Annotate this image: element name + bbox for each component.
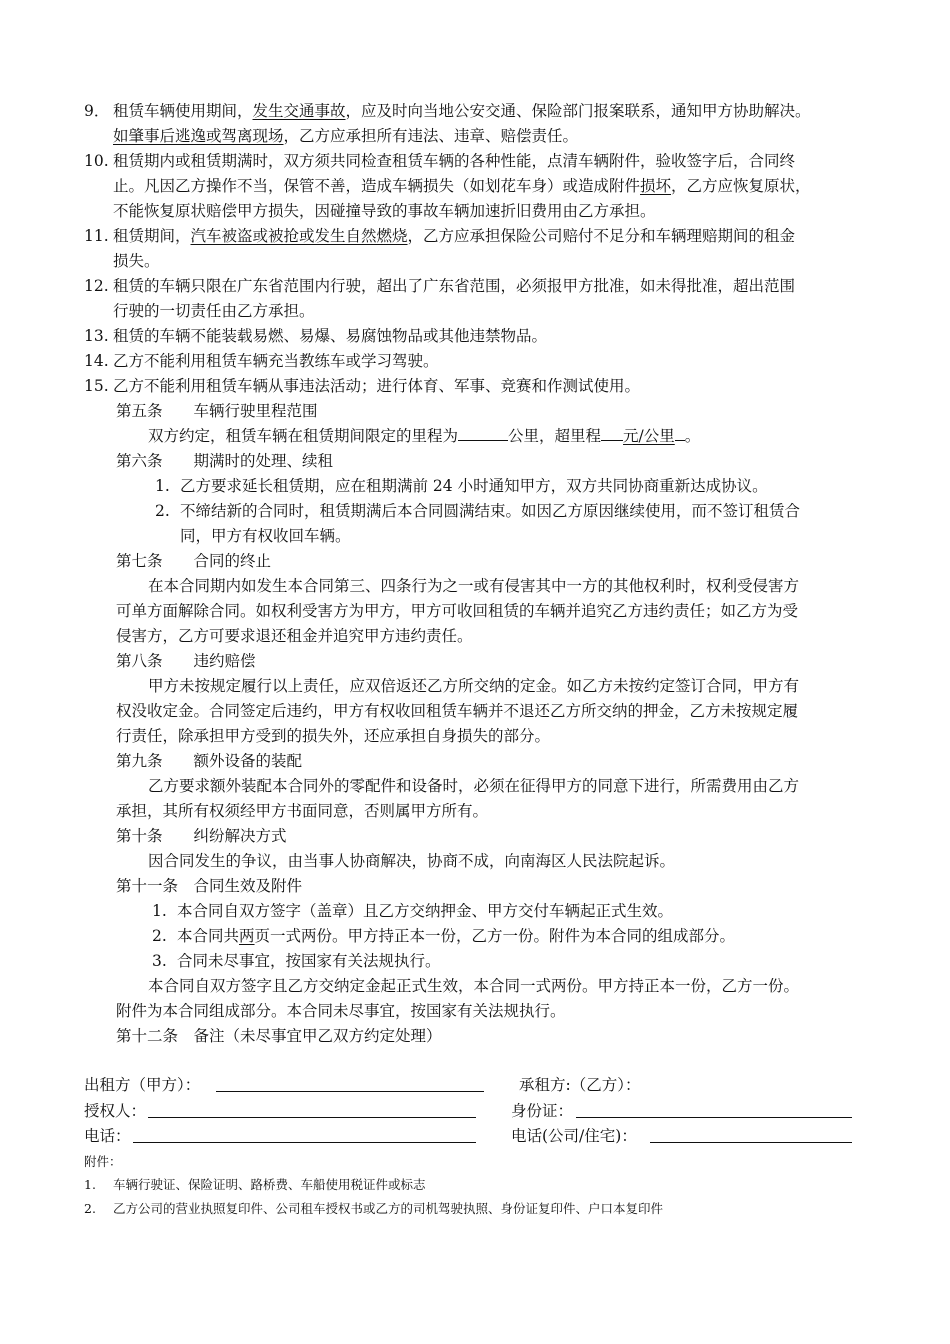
excess-rate-blank[interactable] xyxy=(601,426,623,441)
item-12-number: 12. xyxy=(84,277,109,295)
article-6-item-1: 乙方要求延长租赁期，应在租期满前 24 小时通知甲方，双方共同协商重新达成协议。 xyxy=(180,477,768,495)
item-9-line-1: 租赁车辆使用期间，发生交通事故，应及时向当地公安交通、保险部门报案联系，通知甲方协助解决。 xyxy=(113,102,811,120)
phone-office-home-label: 电话(公司/住宅)： xyxy=(511,1127,637,1145)
article-11-title: 第十一条 合同生效及附件 xyxy=(116,877,303,895)
attachment-2: 乙方公司的营业执照复印件、公司租车授权书或乙方的司机驾驶执照、身份证复印件、户口本复印件 xyxy=(113,1201,664,1216)
attachment-1: 车辆行驶证、保险证明、路桥费、车船使用税证件或标志 xyxy=(113,1177,426,1192)
article-12-title: 第十二条 备注（未尽事宜甲乙双方约定处理） xyxy=(116,1027,442,1045)
lessor-label: 出租方（甲方）： xyxy=(84,1076,201,1094)
article-11-item-3: 合同未尽事宜，按国家有关法规执行。 xyxy=(177,952,441,970)
article-6-item-2-line-1: 不缔结新的合同时，租赁期满后本合同圆满结束。如因乙方原因继续使用，而不签订租赁合 xyxy=(180,502,801,520)
article-11-line-1: 本合同自双方签字且乙方交纳定金起正式生效，本合同一式两份。甲方持正本一份，乙方一份。 xyxy=(148,977,800,995)
id-card-label: 身份证： xyxy=(511,1102,574,1120)
phone-office-home-line[interactable] xyxy=(650,1141,852,1143)
mileage-limit-blank[interactable] xyxy=(458,426,508,441)
article-8-line-3: 行责任，除承担甲方受到的损失外，还应承担自身损失的部分。 xyxy=(116,727,551,745)
item-12-line-1: 租赁的车辆只限在广东省范围内行驶，超出了广东省范围，必须报甲方批准，如未得批准，超出范围 xyxy=(113,277,796,295)
article-9-line-1: 乙方要求额外装配本合同外的零配件和设备时，必须在征得甲方的同意下进行，所需费用由乙方 xyxy=(148,777,800,795)
item-9-number: 9． xyxy=(84,102,110,120)
attachment-1-number: 1. xyxy=(84,1177,96,1192)
item-14-line-1: 乙方不能利用租赁车辆充当教练车或学习驾驶。 xyxy=(113,352,439,370)
item-11-number: 11. xyxy=(84,227,109,245)
article-8-line-2: 权没收定金。合同签定后违约，甲方有权收回租赁车辆并不退还乙方所交纳的押金，乙方未按规定履 xyxy=(116,702,799,720)
article-11-item-2-number: 2. xyxy=(152,927,167,945)
item-12-line-2: 行驶的一切责任由乙方承担。 xyxy=(113,302,315,320)
item-11-line-1: 租赁期间，汽车被盗或被抢或发生自然燃烧，乙方应承担保险公司赔付不足分和车辆理赔期间的租金 xyxy=(113,227,796,245)
lessee-label: 承租方:（乙方）： xyxy=(519,1076,641,1094)
article-9-title: 第九条 额外设备的装配 xyxy=(116,752,303,770)
item-13-line-1: 租赁的车辆不能装载易燃、易爆、易腐蚀物品或其他违禁物品。 xyxy=(113,327,548,345)
article-10-line-1: 因合同发生的争议，由当事人协商解决，协商不成，向南海区人民法院起诉。 xyxy=(148,852,676,870)
article-7-line-2: 可单方面解除合同。如权利受害方为甲方，甲方可收回租赁的车辆并追究乙方违约责任；如乙方为受 xyxy=(116,602,799,620)
article-6-item-1-number: 1. xyxy=(155,477,170,495)
article-11-item-3-number: 3. xyxy=(152,952,167,970)
article-11-item-1: 本合同自双方签字（盖章）且乙方交纳押金、甲方交付车辆起正式生效。 xyxy=(177,902,674,920)
item-10-number: 10. xyxy=(84,152,109,170)
article-11-item-1-number: 1. xyxy=(152,902,167,920)
authorized-person-label: 授权人： xyxy=(84,1102,147,1120)
item-15-number: 15. xyxy=(84,377,109,395)
attachments-title: 附件： xyxy=(84,1154,122,1169)
item-15-line-1: 乙方不能利用租赁车辆从事违法活动；进行体育、军事、竞赛和作测试使用。 xyxy=(113,377,641,395)
article-6-item-2-line-2: 同，甲方有权收回车辆。 xyxy=(180,527,351,545)
item-11-line-2: 损失。 xyxy=(113,252,160,270)
id-card-line[interactable] xyxy=(576,1116,852,1118)
article-5-title: 第五条 车辆行驶里程范围 xyxy=(116,402,318,420)
article-6-item-2-number: 2. xyxy=(155,502,170,520)
article-8-line-1: 甲方未按规定履行以上责任，应双倍返还乙方所交纳的定金。如乙方未按约定签订合同，甲方有 xyxy=(148,677,800,695)
article-10-title: 第十条 纠纷解决方式 xyxy=(116,827,287,845)
article-5-text: 双方约定，租赁车辆在租赁期间限定的里程为 公里，超里程 元/公里 。 xyxy=(148,427,701,445)
article-7-title: 第七条 合同的终止 xyxy=(116,552,272,570)
item-10-line-3: 不能恢复原状赔偿甲方损失，因碰撞导致的事故车辆加速折旧费用由乙方承担。 xyxy=(113,202,656,220)
attachment-2-number: 2. xyxy=(84,1201,96,1216)
article-6-title: 第六条 期满时的处理、续租 xyxy=(116,452,334,470)
item-14-number: 14. xyxy=(84,352,109,370)
authorized-person-line[interactable] xyxy=(148,1116,476,1118)
item-10-line-2: 止。凡因乙方操作不当，保管不善，造成车辆损失（如划花车身）或造成附件损坏，乙方应恢复原状， xyxy=(113,177,811,195)
article-11-item-2: 本合同共两页一式两份。甲方持正本一份，乙方一份。附件为本合同的组成部分。 xyxy=(177,927,736,945)
article-9-line-2: 承担，其所有权须经甲方书面同意，否则属甲方所有。 xyxy=(116,802,489,820)
phone-line[interactable] xyxy=(133,1141,476,1143)
article-8-title: 第八条 违约赔偿 xyxy=(116,652,256,670)
phone-label: 电话： xyxy=(84,1127,131,1145)
trailing-blank xyxy=(675,426,685,441)
item-10-line-1: 租赁期内或租赁期满时，双方须共同检查租赁车辆的各种性能，点清车辆附件，验收签字后，合同终 xyxy=(113,152,796,170)
article-7-line-3: 侵害方，乙方可要求退还租金并追究甲方违约责任。 xyxy=(116,627,473,645)
item-9-line-2: 如肇事后逃逸或驾离现场，乙方应承担所有违法、违章、赔偿责任。 xyxy=(113,127,579,145)
item-13-number: 13. xyxy=(84,327,109,345)
article-11-line-2: 附件为本合同组成部分。本合同未尽事宜，按国家有关法规执行。 xyxy=(116,1002,566,1020)
article-7-line-1: 在本合同期内如发生本合同第三、四条行为之一或有侵害其中一方的其他权利时，权利受侵害方 xyxy=(148,577,800,595)
lessor-signature-line[interactable] xyxy=(216,1090,484,1092)
